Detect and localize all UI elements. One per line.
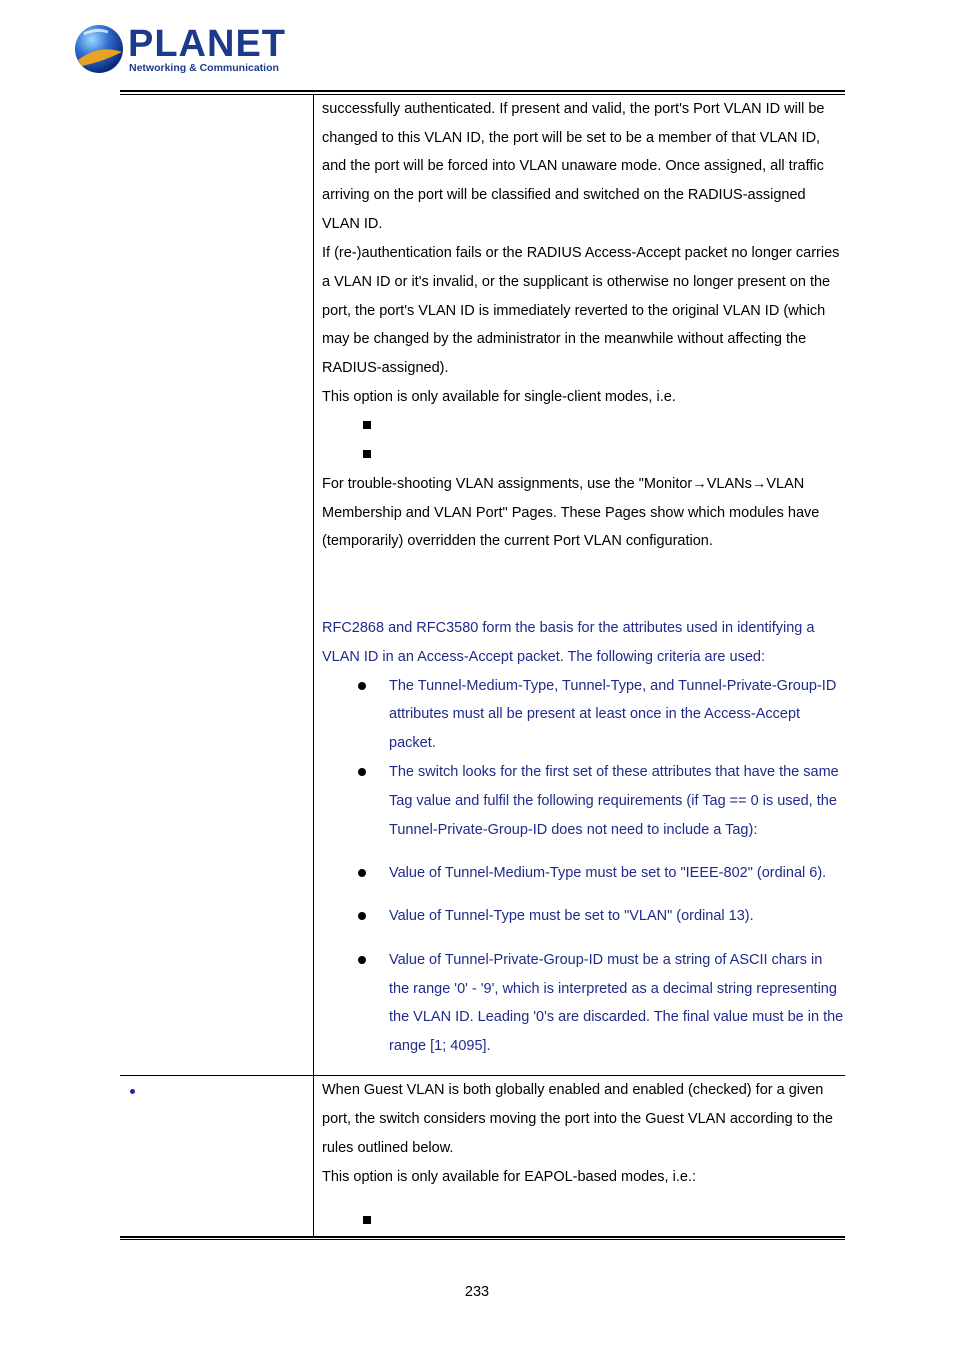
text-line: and the port will be forced into VLAN unaware mode. Once assigned, all traffic — [322, 158, 824, 174]
round-bullet-icon — [358, 869, 366, 877]
text-line: rules outlined below. — [322, 1140, 454, 1156]
list-item: The Tunnel-Medium-Type, Tunnel-Type, and Tunnel-Private-Group-ID — [389, 678, 837, 694]
table-bottom-border-inner — [120, 1239, 845, 1240]
text-line: This option is only available for single-client modes, i.e. — [322, 389, 676, 405]
text-line: VLAN ID. — [322, 216, 383, 232]
planet-logo — [72, 22, 286, 78]
table-top-border — [120, 90, 845, 92]
list-item: Value of Tunnel-Private-Group-ID must be a string of ASCII chars in — [389, 952, 823, 968]
brand-tagline: Networking & Communication — [129, 62, 279, 74]
list-item: Tunnel-Private-Group-ID does not need to include a Tag): — [389, 822, 758, 838]
text-line: arriving on the port will be classified and switched on the RADIUS-assigned — [322, 187, 806, 203]
text-line: (temporarily) overridden the current Port VLAN configuration. — [322, 533, 713, 549]
list-item: the range '0' - '9', which is interpreted as a decimal string representing — [389, 981, 837, 997]
text-line: When Guest VLAN is both globally enabled and enabled (checked) for a given — [322, 1082, 824, 1098]
round-bullet-icon — [358, 682, 366, 690]
list-item: packet. — [389, 735, 436, 751]
text-line: VLAN ID in an Access-Accept packet. The following criteria are used: — [322, 649, 766, 665]
text-line: may be changed by the administrator in the meanwhile without affecting the — [322, 331, 807, 347]
text-line: port, the port's VLAN ID is immediately reverted to the original VLAN ID (which — [322, 303, 826, 319]
text-line: port, the switch considers moving the port into the Guest VLAN according to the — [322, 1111, 833, 1127]
text-line: changed to this VLAN ID, the port will be set to be a member of that VLAN ID, — [322, 130, 821, 146]
square-bullet-icon — [363, 1216, 371, 1224]
table-bottom-border — [120, 1236, 845, 1238]
list-item: Tag value and fulfil the following requirements (if Tag == 0 is used, the — [389, 793, 837, 809]
text-line: RADIUS-assigned). — [322, 360, 449, 376]
text-line: RFC2868 and RFC3580 form the basis for the attributes used in identifying a — [322, 620, 815, 636]
list-item: the VLAN ID. Leading '0's are discarded. The final value must be in the — [389, 1009, 844, 1025]
round-bullet-icon — [130, 1089, 135, 1094]
list-item: range [1; 4095]. — [389, 1038, 491, 1054]
round-bullet-icon — [358, 912, 366, 920]
list-item: Value of Tunnel-Medium-Type must be set to "IEEE-802" (ordinal 6). — [389, 865, 827, 881]
page-number: 233 — [464, 1284, 490, 1300]
text-line: For trouble-shooting VLAN assignments, use the "Monitor→VLANs→VLAN — [322, 476, 805, 492]
brand-name: PLANET — [128, 23, 286, 65]
list-item: attributes must all be present at least once in the Access-Accept — [389, 706, 801, 722]
list-item: The switch looks for the first set of these attributes that have the same — [389, 764, 839, 780]
round-bullet-icon — [358, 768, 366, 776]
round-bullet-icon — [358, 956, 366, 964]
table-column-divider — [313, 95, 314, 1236]
square-bullet-icon — [363, 421, 371, 429]
globe-icon — [72, 22, 126, 76]
text-line: If (re-)authentication fails or the RADIUS Access-Accept packet no longer carries — [322, 245, 840, 261]
text-line: Membership and VLAN Port" Pages. These Pages show which modules have — [322, 505, 820, 521]
text-line: successfully authenticated. If present and valid, the port's Port VLAN ID will be — [322, 101, 825, 117]
list-item: Value of Tunnel-Type must be set to "VLAN" (ordinal 13). — [389, 908, 754, 924]
text-line: This option is only available for EAPOL-based modes, i.e.: — [322, 1169, 696, 1185]
text-line: a VLAN ID or it's invalid, or the supplicant is otherwise no longer present on the — [322, 274, 831, 290]
square-bullet-icon — [363, 450, 371, 458]
